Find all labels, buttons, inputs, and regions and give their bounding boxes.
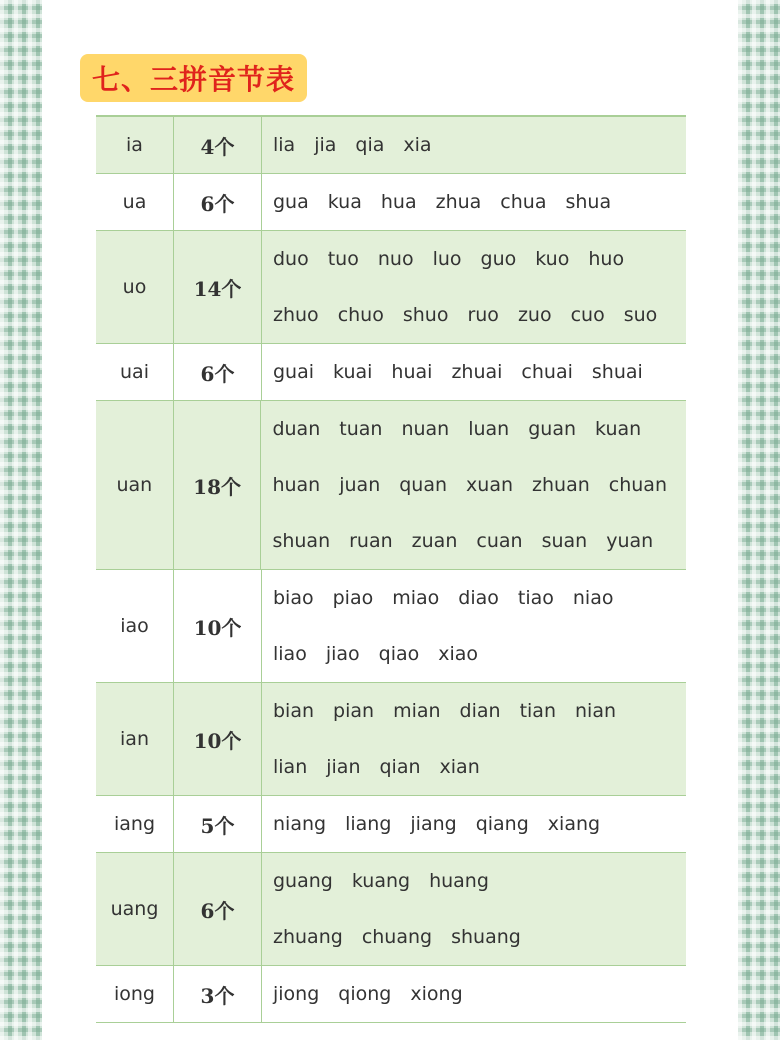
syllable: tian xyxy=(519,700,556,722)
syllable: liao xyxy=(273,643,307,665)
table-row xyxy=(96,796,686,853)
syllable-line xyxy=(273,231,643,287)
final-cell: uai xyxy=(96,344,174,400)
syllable: niao xyxy=(572,587,614,609)
count-cell: 6个 xyxy=(174,344,262,400)
syllable-line xyxy=(273,966,482,1022)
syllable: luan xyxy=(468,418,510,440)
syllable-table xyxy=(96,115,686,1023)
syllable-line xyxy=(273,570,632,626)
count-cell: 6个 xyxy=(174,174,262,230)
syllable: nian xyxy=(575,700,617,722)
final-cell: ua xyxy=(96,174,174,230)
syllable: ruan xyxy=(349,530,393,552)
syllable: zhuan xyxy=(532,474,590,496)
syllable: huai xyxy=(391,361,433,383)
syllable: shuang xyxy=(451,926,521,948)
syllable: diao xyxy=(458,587,499,609)
syllable: kuan xyxy=(595,418,642,440)
syllable: ruo xyxy=(467,304,499,326)
syllable: hua xyxy=(380,191,417,213)
syllable: xiong xyxy=(410,983,463,1005)
syllable-line xyxy=(273,739,499,795)
syllable: shuai xyxy=(591,361,643,383)
syllable: qiang xyxy=(475,813,529,835)
syllable: guo xyxy=(480,248,517,270)
syllable: jian xyxy=(326,756,361,778)
syllable: kua xyxy=(327,191,362,213)
syllable: qian xyxy=(379,756,421,778)
syllable: shuo xyxy=(402,304,449,326)
table-row xyxy=(96,853,686,966)
syllable-line xyxy=(272,401,660,457)
syllable: zhuo xyxy=(273,304,319,326)
syllable-line xyxy=(272,513,672,569)
syllable: chuang xyxy=(361,926,433,948)
syllable: niang xyxy=(273,813,327,835)
syllable: chuan xyxy=(608,474,667,496)
final-cell: iang xyxy=(96,796,174,852)
syllable: zhuang xyxy=(273,926,343,948)
syllable: jiong xyxy=(273,983,320,1005)
syllable: chuai xyxy=(521,361,573,383)
count-cell: 4个 xyxy=(174,117,262,173)
syllable: kuai xyxy=(333,361,373,383)
syllable: mian xyxy=(393,700,441,722)
count-cell: 10个 xyxy=(174,570,262,682)
final-cell: iao xyxy=(96,570,174,682)
syllable: luo xyxy=(432,248,462,270)
table-row xyxy=(96,966,686,1023)
final-cell: ian xyxy=(96,683,174,795)
syllable: suo xyxy=(623,304,658,326)
syllable-line xyxy=(273,683,635,739)
syllable: zhuai xyxy=(451,361,503,383)
syllable-line xyxy=(273,909,540,965)
syllables-cell xyxy=(262,966,686,1022)
syllable: liang xyxy=(345,813,392,835)
syllable: piao xyxy=(332,587,374,609)
table-row xyxy=(96,570,686,683)
syllable: zhua xyxy=(435,191,482,213)
syllable: guang xyxy=(273,870,333,892)
syllable: guan xyxy=(528,418,577,440)
table-row xyxy=(96,401,686,570)
final-cell: uan xyxy=(96,401,174,569)
syllable: jiao xyxy=(325,643,360,665)
syllables-cell xyxy=(261,401,686,569)
syllable: quan xyxy=(399,474,448,496)
syllable: lia xyxy=(273,134,296,156)
syllable-line xyxy=(273,796,619,852)
syllable: huan xyxy=(272,474,321,496)
syllable: tuan xyxy=(339,418,383,440)
syllable: dian xyxy=(459,700,501,722)
syllable: suan xyxy=(541,530,588,552)
syllable: huang xyxy=(429,870,489,892)
syllables-cell xyxy=(262,174,686,230)
table-row xyxy=(96,344,686,401)
syllable: qia xyxy=(355,134,385,156)
count-cell: 6个 xyxy=(174,853,262,965)
table-row xyxy=(96,174,686,231)
syllable: yuan xyxy=(606,530,654,552)
syllables-cell xyxy=(262,796,686,852)
syllable: xiang xyxy=(547,813,601,835)
syllable: gua xyxy=(273,191,309,213)
syllable: xian xyxy=(439,756,480,778)
syllable: miao xyxy=(392,587,440,609)
count-cell: 5个 xyxy=(174,796,262,852)
syllable: chuo xyxy=(337,304,384,326)
syllable: jiang xyxy=(410,813,457,835)
syllable: kuo xyxy=(535,248,570,270)
syllables-cell xyxy=(262,344,686,400)
final-cell: iong xyxy=(96,966,174,1022)
syllable: huo xyxy=(588,248,625,270)
syllable: qiao xyxy=(378,643,420,665)
syllable: shua xyxy=(565,191,612,213)
syllable-line xyxy=(273,117,451,173)
syllable: tuo xyxy=(327,248,359,270)
final-cell: ia xyxy=(96,117,174,173)
syllable: bian xyxy=(273,700,315,722)
syllable: zuan xyxy=(411,530,458,552)
right-plaid-border xyxy=(738,0,780,1040)
count-cell: 10个 xyxy=(174,683,262,795)
syllable-line xyxy=(273,344,662,400)
syllable: qiong xyxy=(338,983,392,1005)
syllables-cell xyxy=(262,570,686,682)
syllable: tiao xyxy=(517,587,554,609)
section-title: 七、三拼音节表 xyxy=(80,54,307,102)
syllable: xuan xyxy=(466,474,514,496)
syllable-line xyxy=(273,626,497,682)
count-cell: 3个 xyxy=(174,966,262,1022)
table-row xyxy=(96,683,686,796)
syllable: duan xyxy=(272,418,321,440)
syllable: nuan xyxy=(401,418,450,440)
syllables-cell xyxy=(262,117,686,173)
syllable: duo xyxy=(273,248,309,270)
syllable: chua xyxy=(500,191,547,213)
syllable: jia xyxy=(314,134,337,156)
syllable: cuo xyxy=(570,304,605,326)
syllable: guai xyxy=(273,361,315,383)
syllable: juan xyxy=(339,474,381,496)
syllable: zuo xyxy=(517,304,552,326)
syllable: shuan xyxy=(272,530,331,552)
syllable: cuan xyxy=(476,530,523,552)
syllable: pian xyxy=(333,700,375,722)
syllable: nuo xyxy=(377,248,414,270)
syllable: xiao xyxy=(438,643,479,665)
left-plaid-border xyxy=(0,0,42,1040)
syllable-line xyxy=(273,287,676,343)
count-cell: 18个 xyxy=(174,401,262,569)
final-cell: uang xyxy=(96,853,174,965)
final-cell: uo xyxy=(96,231,174,343)
syllables-cell xyxy=(262,853,686,965)
syllables-cell xyxy=(262,683,686,795)
syllables-cell xyxy=(262,231,686,343)
table-row xyxy=(96,117,686,174)
syllable-line xyxy=(273,853,508,909)
syllable: biao xyxy=(273,587,314,609)
table-row xyxy=(96,231,686,344)
syllable: lian xyxy=(273,756,308,778)
syllable-line xyxy=(273,174,630,230)
syllable: kuang xyxy=(351,870,411,892)
syllable: xia xyxy=(403,134,432,156)
count-cell: 14个 xyxy=(174,231,262,343)
syllable-line xyxy=(272,457,686,513)
